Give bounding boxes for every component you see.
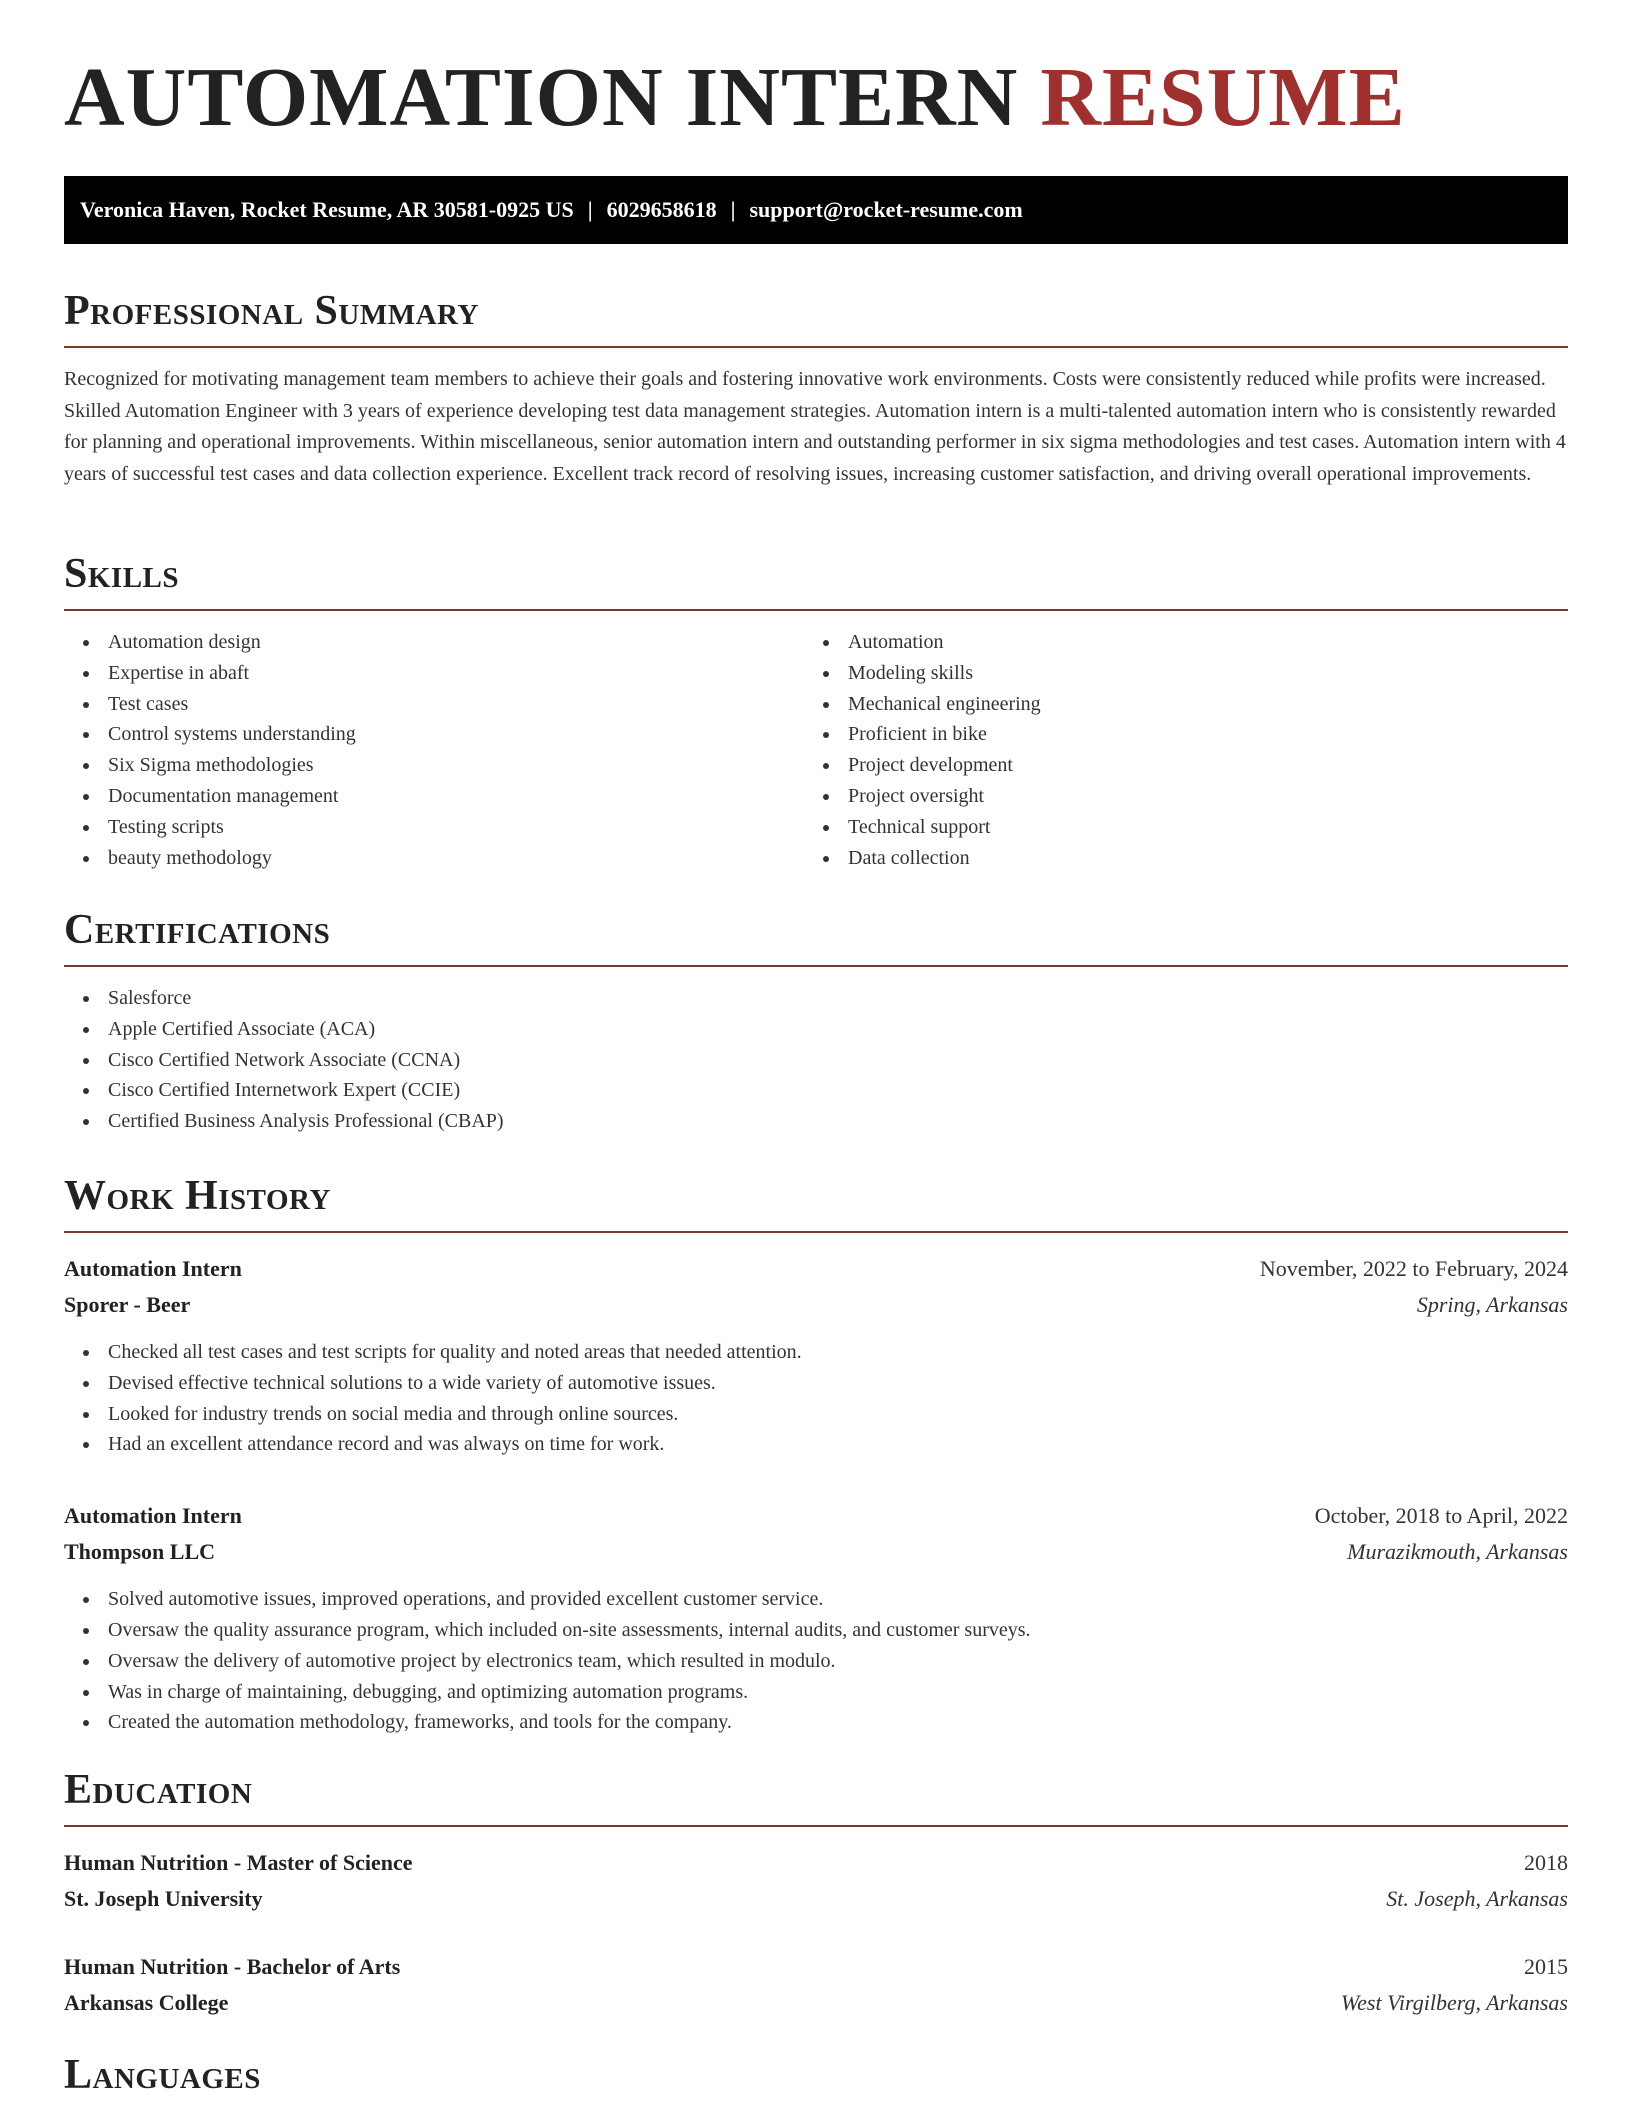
skills-heading: Skills — [64, 553, 1568, 611]
education-degree-row — [64, 1845, 1568, 1881]
job-duty: Had an excellent attendance record and was always on time for work. — [64, 1429, 1568, 1460]
skill-item: Project development — [804, 750, 1544, 781]
job-duty: Created the automation methodology, frameworks, and tools for the company. — [64, 1707, 1568, 1738]
job-company-row — [64, 1534, 1568, 1570]
certifications-heading: Certifications — [64, 909, 1568, 967]
skills-list-right — [804, 627, 1544, 873]
languages-section — [64, 2054, 1568, 2110]
job-title: Automation Intern — [64, 1503, 242, 1529]
skill-item: beauty methodology — [64, 843, 804, 874]
job-duty: Devised effective technical solutions to a wide variety of automotive issues. — [64, 1368, 1568, 1399]
skill-item: Test cases — [64, 689, 804, 720]
job-location: Spring, Arkansas — [1416, 1292, 1568, 1317]
job-company: Thompson LLC — [64, 1539, 216, 1565]
certification-item: Salesforce — [64, 983, 1568, 1014]
contact-address: Veronica Haven, Rocket Resume, AR 30581-0925 US — [80, 197, 574, 222]
education-entry — [64, 1845, 1568, 1917]
skill-item: Documentation management — [64, 781, 804, 812]
job-title: Automation Intern — [64, 1256, 242, 1281]
summary-section — [64, 290, 1568, 490]
skill-item: Automation — [804, 627, 1544, 658]
summary-heading: Professional Summary — [64, 290, 1568, 348]
title-main: AUTOMATION INTERN — [64, 51, 1019, 144]
job-duty: Was in charge of maintaining, debugging, and optimizing automation programs. — [64, 1677, 1568, 1708]
education-entry — [64, 1949, 1568, 2021]
education-degree-row — [64, 1949, 1568, 1985]
languages-heading: Languages — [64, 2052, 261, 2098]
job-duty: Oversaw the delivery of automotive project by electronics team, which resulted in modulo. — [64, 1646, 1568, 1677]
job-duty: Oversaw the quality assurance program, which included on-site assessments, internal audits, and customer surveys. — [64, 1615, 1568, 1646]
contact-bar — [64, 176, 1568, 244]
title-accent: RESUME — [1040, 51, 1406, 144]
work-history-section — [64, 1175, 1568, 1738]
skill-item: Project oversight — [804, 781, 1544, 812]
skills-section — [64, 553, 1568, 873]
skill-item: Automation design — [64, 627, 804, 658]
education-heading: Education — [64, 1769, 1568, 1827]
education-year: 2018 — [1524, 1850, 1568, 1875]
contact-separator: | — [587, 197, 593, 222]
skills-columns — [64, 611, 1568, 873]
skill-item: Control systems understanding — [64, 719, 804, 750]
contact-phone[interactable]: 6029658618 — [606, 197, 717, 222]
skill-item: Proficient in bike — [804, 719, 1544, 750]
certification-item: Cisco Certified Internetwork Expert (CCIE) — [64, 1075, 1568, 1106]
certifications-section — [64, 909, 1568, 1137]
skill-item: Mechanical engineering — [804, 689, 1544, 720]
job-duty: Solved automotive issues, improved operations, and provided excellent customer service. — [64, 1584, 1568, 1615]
contact-email[interactable]: support@rocket-resume.com — [749, 197, 1023, 222]
job-title-row — [64, 1251, 1568, 1287]
skill-item: Modeling skills — [804, 658, 1544, 689]
job-dates: October, 2018 to April, 2022 — [1314, 1503, 1568, 1529]
education-degree: Human Nutrition - Bachelor of Arts — [64, 1954, 401, 1979]
certification-item: Apple Certified Associate (ACA) — [64, 1014, 1568, 1045]
resume-title — [64, 51, 1406, 144]
job-company-row — [64, 1287, 1568, 1323]
education-section — [64, 1769, 1568, 2021]
job-duties-list — [64, 1584, 1568, 1738]
skill-item: Expertise in abaft — [64, 658, 804, 689]
education-school: St. Joseph University — [64, 1886, 263, 1911]
job-dates: November, 2022 to February, 2024 — [1259, 1256, 1568, 1281]
job-title-row — [64, 1498, 1568, 1534]
skill-item: Six Sigma methodologies — [64, 750, 804, 781]
education-location: West Virgilberg, Arkansas — [1340, 1990, 1568, 2015]
education-degree: Human Nutrition - Master of Science — [64, 1850, 413, 1875]
education-location: St. Joseph, Arkansas — [1386, 1886, 1568, 1911]
summary-text: Recognized for motivating management team members to achieve their goals and fostering innovative work environments. Costs were consistently reduced while profits were increased. Skilled Automation Engineer with 3 years of experience developing test data management strategies. Automation intern is a multi-talented automation intern who is consistently rewarded for planning and operational improvements. Within miscellaneous, senior automation intern and outstanding performer in six sigma methodologies and test cases. Automation intern with 4 years of successful test cases and data collection experience. Excellent track record of resolving issues, increasing customer satisfaction, and driving overall operational improvements. — [64, 368, 1566, 485]
education-year: 2015 — [1524, 1954, 1568, 1979]
job-duty: Looked for industry trends on social media and through online sources. — [64, 1399, 1568, 1430]
work-history-heading: Work History — [64, 1175, 1568, 1233]
job-location: Murazikmouth, Arkansas — [1347, 1539, 1568, 1565]
job-company: Sporer - Beer — [64, 1292, 191, 1317]
job-entry — [64, 1251, 1568, 1460]
certification-item: Certified Business Analysis Professional (CBAP) — [64, 1106, 1568, 1137]
contact-separator: | — [730, 197, 736, 222]
job-entry — [64, 1498, 1568, 1738]
job-duties-list — [64, 1337, 1568, 1460]
education-school-row — [64, 1985, 1568, 2021]
skill-item: Technical support — [804, 812, 1544, 843]
job-duty: Checked all test cases and test scripts for quality and noted areas that needed attention. — [64, 1337, 1568, 1368]
skills-list-left — [64, 627, 804, 873]
certifications-list — [64, 983, 1568, 1137]
education-school: Arkansas College — [64, 1990, 229, 2015]
skill-item: Testing scripts — [64, 812, 804, 843]
education-school-row — [64, 1881, 1568, 1917]
certification-item: Cisco Certified Network Associate (CCNA) — [64, 1045, 1568, 1076]
skill-item: Data collection — [804, 843, 1544, 874]
